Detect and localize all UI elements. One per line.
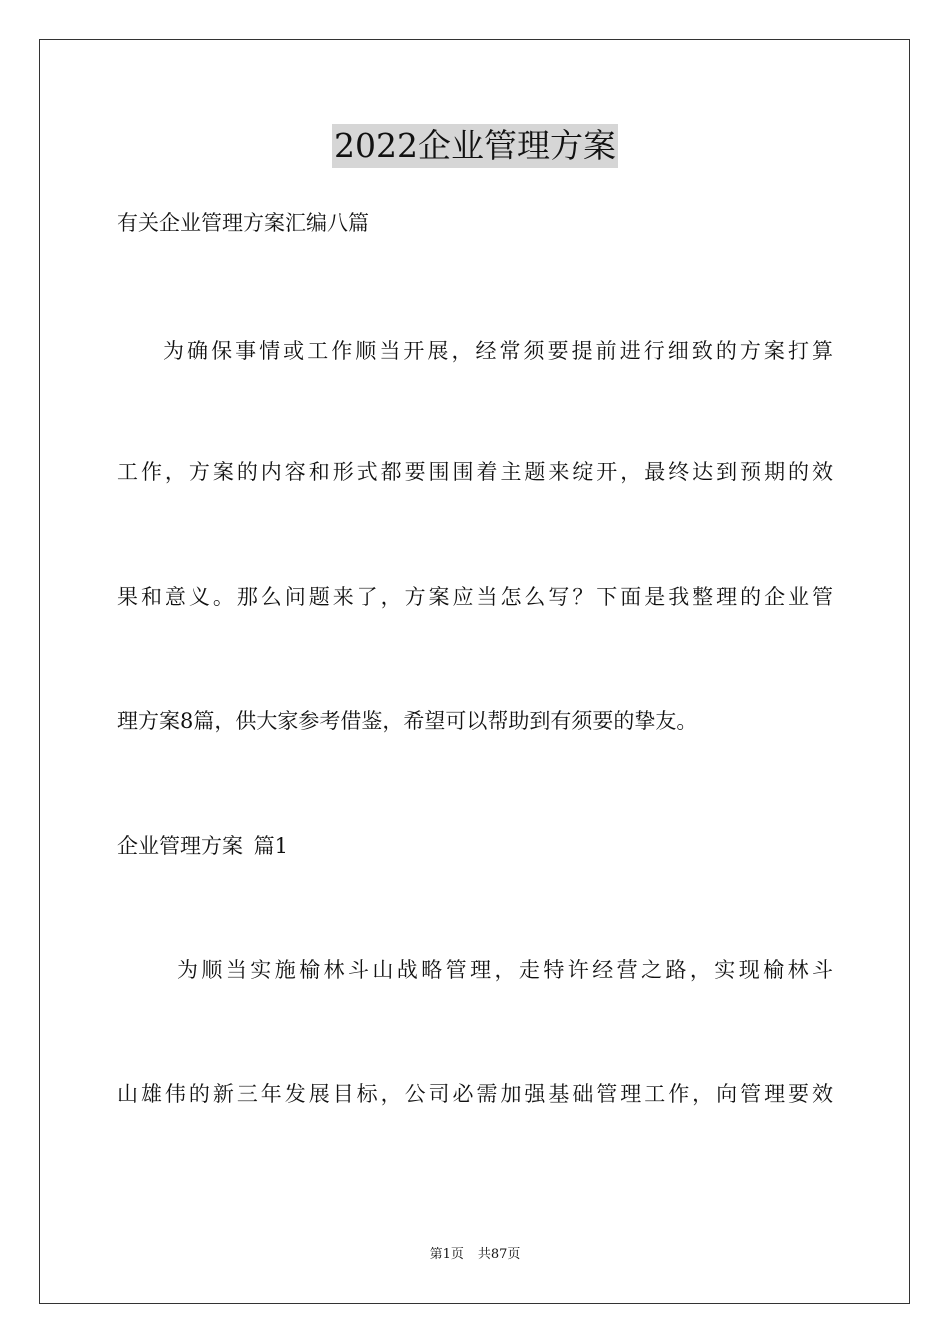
document-subtitle: 有关企业管理方案汇编八篇 — [117, 211, 369, 235]
page-total: 共87页 — [477, 1247, 521, 1262]
section-line-1: 为顺当实施榆林斗山战略管理，走特许经营之路，实现榆林斗 — [177, 958, 833, 982]
title-container — [0, 124, 950, 168]
page-number: 第1页 — [429, 1247, 464, 1262]
section-heading: 企业管理方案 篇1 — [117, 834, 289, 858]
document-title: 2022企业管理方案 — [332, 124, 618, 168]
intro-line-3: 果和意义。那么问题来了，方案应当怎么写？下面是我整理的企业管 — [117, 585, 833, 609]
intro-line-2: 工作，方案的内容和形式都要围围着主题来绽开，最终达到预期的效 — [117, 460, 833, 484]
intro-line-4: 理方案8篇，供大家参考借鉴，希望可以帮助到有须要的挚友。 — [117, 709, 698, 733]
page-footer — [0, 1246, 950, 1264]
intro-line-1: 为确保事情或工作顺当开展，经常须要提前进行细致的方案打算 — [163, 339, 833, 363]
section-line-2: 山雄伟的新三年发展目标，公司必需加强基础管理工作，向管理要效 — [117, 1082, 833, 1106]
